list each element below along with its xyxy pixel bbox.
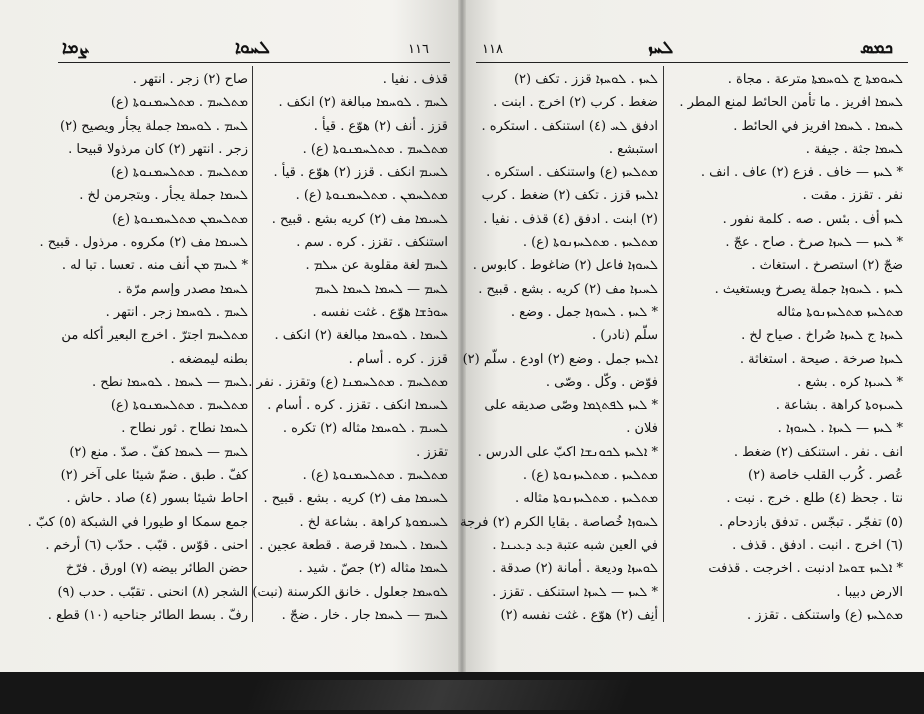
left-page-right-column xyxy=(244,68,448,627)
entry-line: استبشع . xyxy=(608,141,658,157)
entry-line: * ܠܚܙ — ܠܚܙܐ . ܠܚܘܙܐ . xyxy=(777,421,903,437)
right-header-rule xyxy=(476,62,908,63)
entry-line: في العين شبه عتبة ܕܥ ܕܥܝܢܐ . xyxy=(492,537,658,553)
entry-line: ܠܚܝܡܐ مف (٢) كريه بشع . قبيح . xyxy=(271,211,448,227)
entry-line: ܠܚܡ — ܠܚܡܐ . ܠܘܚܡܐ نطح . xyxy=(91,374,248,390)
entry-line: قزز . أنف (٢) هوّع . قيأ . xyxy=(313,118,448,134)
right-page-number: ١١٨ xyxy=(482,42,503,57)
entry-line: ܠܚܡܐ نطاح . ثور نطاح . xyxy=(121,421,248,437)
entry-line: رفّ . بسط الطائر جناحيه (١٠) قطع . xyxy=(47,607,248,623)
entry-line: ܠܚܝܡܘܬܐ كراهة . بشاعة لخ . xyxy=(299,514,448,530)
entry-line: ܠܚܡܐ . ܠܚܡܐ قرصة . قطعة عجين . xyxy=(259,537,448,553)
entry-line: * ܠܚܝܙܐ كره . بشع . xyxy=(797,374,903,390)
entry-line: كفّ . طبق . ضمّ شيئا على آخر (٢) xyxy=(60,468,248,484)
entry-line: الشجر (٨) انحنى . تقبّب . حدب (٩) xyxy=(57,584,248,600)
entry-line: ܠܚܡܐ مثاله (٢) جصّ . شيد . xyxy=(298,561,448,577)
entry-line: نتا . جحظ (٤) طلع . خرج . نبت . xyxy=(726,491,903,507)
entry-line: ܡܬܠܚܡ . ܡܬܠܚܡܢܘܬܐ (ع) xyxy=(110,398,248,414)
entry-line: ܠܚܝܡܐ انكف . تقزز . كره . أسام . xyxy=(267,398,448,414)
left-column-divider xyxy=(252,66,253,622)
entry-line: ܐܠܚܙ قزز . تكف (٢) ضغط . كرب xyxy=(481,188,658,204)
entry-line: انف . نفر . استنكف (٢) ضغط . xyxy=(733,444,903,460)
scanner-edge xyxy=(0,672,924,714)
entry-line: ܡܬܠܚܡ . ܡܬܠܚܡܢܘܬܐ (ع) xyxy=(110,95,248,111)
entry-line: ܠܚܝܙܐ مف (٢) كريه . بشع . قبيح . xyxy=(478,281,658,297)
entry-line: نفر . تقزز . مقت . xyxy=(802,188,903,204)
entry-line: ܠܚܘܙܐ فاعل (٢) ضاغوط . كابوس . xyxy=(472,258,658,274)
right-page-left-column xyxy=(460,68,658,627)
entry-line: حضن الطائر بيضه (٧) اورق . فرّخ xyxy=(65,561,248,577)
entry-line: ܠܚܝܡ . ܠܘܚܡܐ مثاله (٢) تكره . xyxy=(282,421,448,437)
entry-line: ܠܚܡ . ܠܘܚܡܐ زجر . انتهر . xyxy=(105,304,248,320)
entry-line: ܡܬܠܚܡ اجترّ . اخرج البعير أكله من xyxy=(61,328,248,344)
entry-line: فوّض . وكّل . وصّى . xyxy=(545,374,658,390)
entry-line: * ܠܚܙ — ܠܚܙܐ استنكف . تقزز . xyxy=(492,584,658,600)
entry-line: ܠܚܙ أف . بئس . صه . كلمة نفور . xyxy=(722,211,903,227)
entry-line: ܠܚܡ — ܠܚܡܐ جار . خار . ضجّ . xyxy=(281,607,448,623)
entry-line: ܡܬܠܚܙ . ܡܬܠܚܙܢܘܬܐ (ع) . xyxy=(522,468,658,484)
entry-line: * ܐܠܚܙ ܫܘܚܐ ادنبت . اخرجت . قذفت xyxy=(708,561,903,577)
book-gutter xyxy=(458,0,466,672)
entry-line: جمع سمكا او طيورا في الشبكة (٥) كبّ . xyxy=(27,514,248,530)
entry-line: * ܠܚܙ — خاف . فزع (٢) عاف . انف . xyxy=(700,165,903,181)
entry-line: ܠܚܘܡܬܐ ج ܠܘܚܡܬܐ مترعة . مجاة . xyxy=(727,72,903,87)
entry-line: ܠܚܙ . ܠܘܚܙܐ قزز . تكف (٢) xyxy=(513,72,658,87)
entry-line: * ܠܚܙ . ܠܚܘܙܐ جمل . وضع . xyxy=(510,304,658,320)
right-column-divider xyxy=(663,66,664,622)
left-page-left-column xyxy=(27,68,248,627)
entry-line: ܡܬܠܚܡ . ܡܬܠܚܡܢܘܬܐ (ع) . xyxy=(302,141,448,157)
entry-line: ܠܚܡ لغة مقلوبة عن ܚܠܡ . xyxy=(305,258,448,274)
entry-line: ܠܚܝܙܘܬܐ كراهة . بشاعة . xyxy=(775,398,903,414)
entry-line: ܠܚܙܐ صرخة . صيحة . استغاثة . xyxy=(739,351,903,367)
entry-line: ܡܬܠܚܡܢ . ܡܬܠܚܡܢܘܬܐ (ع) . xyxy=(295,188,448,204)
right-page-right-column xyxy=(667,68,903,627)
entry-line: ادفق ܠܚ (٤) استنكف . استكره . xyxy=(481,118,658,134)
entry-line: ܠܚܡܐ جثة . جيفة . xyxy=(805,141,903,157)
entry-line: ܠܚܡܐ جملة يجأر . وبتجرمن لخ . xyxy=(79,188,248,204)
entry-line: ܠܚܡ . ܠܘܚܡܐ جملة يجأر ويصيح (٢) xyxy=(60,118,248,134)
left-page-number: ١١٦ xyxy=(408,42,429,57)
entry-line: ܡܬܠܚܡܢ ܡܬܠܚܡܢܘܬܐ (ع) xyxy=(112,211,248,227)
entry-line: * ܠܚܙ ܠܦܬܓܡܐ وصّى صديقه على xyxy=(484,398,658,414)
entry-line: ضجّ (٢) استصرخ . استغاث . xyxy=(751,258,903,274)
right-header-word-inner: ܠܚܙ xyxy=(648,38,674,58)
entry-line: ܠܚܡܐ افريز . ما تأمن الحائط لمنع المطر . xyxy=(679,95,903,111)
scanner-glare xyxy=(245,680,636,710)
entry-line: ܠܚܡ — ܠܚܡܐ ܠܚܡܐ ܠܚܡ xyxy=(314,281,448,297)
entry-line: الارض دبيبا . xyxy=(836,584,903,600)
entry-line: احنى . قوّس . قبّب . حدّب (٦) أرخم . xyxy=(45,537,248,553)
entry-line: زجر . انتهر (٢) كان مرذولا قبيحا . xyxy=(68,141,248,157)
entry-line: ܠܚܡܐ . ܠܘܚܡܐ مبالغة (٢) انكف . xyxy=(274,328,448,344)
entry-line: ܡܬܠܚܡ . ܡܬܠܚܡܢܐ (ع) وتقزز . نفر . xyxy=(248,374,448,390)
entry-line: بطنه ليمضغه . xyxy=(170,351,248,367)
entry-line: ܠܚܡܐ مصدر وإسم مرّة . xyxy=(117,281,248,297)
entry-line: احاط شيئا بسور (٤) صاد . حاش . xyxy=(66,491,248,507)
right-header-word-outer: ܟܡܣ xyxy=(860,38,894,58)
entry-line: ܠܚܡ . ܠܘܚܡܐ مبالغة (٢) انكف . xyxy=(278,95,448,111)
entry-line: ܠܘܚܙܐ وديعة . أمانة (٢) صدقة . xyxy=(492,561,658,577)
entry-line: ܠܘܚܡܐ جعلول . خانق الكرسنة (نبت) . xyxy=(244,584,448,600)
entry-line: سلّم (نادر) . xyxy=(591,328,658,344)
entry-line: ܠܚܝܡܐ مف (٢) كريه . بشع . قبيح . xyxy=(263,491,448,507)
left-header-rule xyxy=(58,62,450,63)
entry-line: ܡܬܠܚܙ . ܡܬܠܚܙܢܘܬܐ مثاله . xyxy=(514,491,658,507)
entry-line: قزز . كره . أسام . xyxy=(348,351,448,367)
entry-line: ܠܚܡܐ . ܠܚܡܐ افريز في الحائط . xyxy=(733,118,903,134)
entry-line: استنكف . تقزز . كره . سم . xyxy=(296,235,448,251)
entry-line: * ܠܚܙ — ܠܚܙܐ صرخ . صاح . عجّ . xyxy=(725,235,903,251)
entry-line: ܚܘܪܫܐ هوّع . غثت نفسه . xyxy=(312,304,448,320)
entry-line: أنِف (٢) هوّع . غثت نفسه (٢) xyxy=(500,607,658,623)
left-header-word-inner: ܠܚܘܐ xyxy=(235,38,270,58)
entry-line: ܠܚܘܙܐ خُصاصة . بقايا الكرم (٢) فرجة xyxy=(460,514,658,530)
entry-line: ܡܬܠܚܙ . ܡܬܠܚܙܢܘܬܐ (ع) . xyxy=(522,235,658,251)
entry-line: تقزز . xyxy=(416,444,448,460)
entry-line: (٢) ابنت . ادفق (٤) قذف . نفيا . xyxy=(483,211,658,227)
entry-line: ܡܬܠܚܡ . ܡܬܠܚܡܢܘܬܐ (ع) xyxy=(110,165,248,181)
entry-line: صاح (٢) زجر . انتهر . xyxy=(132,72,248,87)
entry-line: ܡܬܠܚܙ ܡܬܠܚܙܢܘܬܐ مثاله xyxy=(776,304,903,320)
entry-line: ܠܚܙ . ܠܚܘܙܐ جملة يصرخ ويستغيث . xyxy=(714,281,903,297)
entry-line: ܠܚܝܡܐ مف (٢) مكروه . مرذول . قبيح . xyxy=(39,235,248,251)
entry-line: * ܐܠܚܙ ܠܟܘܢܫܐ اكبّ على الدرس . xyxy=(477,444,658,460)
entry-line: ܠܚܡ — ܠܚܡܐ كفّ . صدّ . منع (٢) xyxy=(69,444,248,460)
entry-line: ܐܠܚܙ جمل . وضع (٢) اودع . سلّم (٢) xyxy=(462,351,658,367)
entry-line: ܠܚܙܐ ج ܠܚܙܐ صُراخ . صياح لخ . xyxy=(741,328,903,344)
entry-line: (٥) تفجّر . تبجّس . تدفق بازدحام . xyxy=(719,514,903,530)
entry-line: قذف . نفيا . xyxy=(382,72,448,87)
entry-line: ܠܚܝܡ انكف . قزز (٢) هوّع . قيأ . xyxy=(273,165,448,181)
entry-line: ضغط . كرب (٢) اخرج . ابنت . xyxy=(493,95,658,111)
entry-line: عُصر . كُرب القلب خاصة (٢) xyxy=(748,468,903,484)
entry-line: ܡܬܠܚܡ . ܡܬܠܚܡܢܘܬܐ (ع) . xyxy=(302,468,448,484)
entry-line: (٦) اخرج . انبت . ادفق . قذف . xyxy=(732,537,903,553)
left-header-word-outer: ܨܡܐ xyxy=(62,38,90,58)
entry-line: ܡܬܠܚܙ (ع) واستنكف . تقزز . xyxy=(747,607,903,623)
entry-line: * ܠܚܡ ܡܢ أنف منه . تعسا . تبا له . xyxy=(61,258,248,274)
entry-line: فلان . xyxy=(626,421,658,437)
entry-line: ܡܬܠܚܙ (ع) واستنكف . استكره . xyxy=(486,165,658,181)
